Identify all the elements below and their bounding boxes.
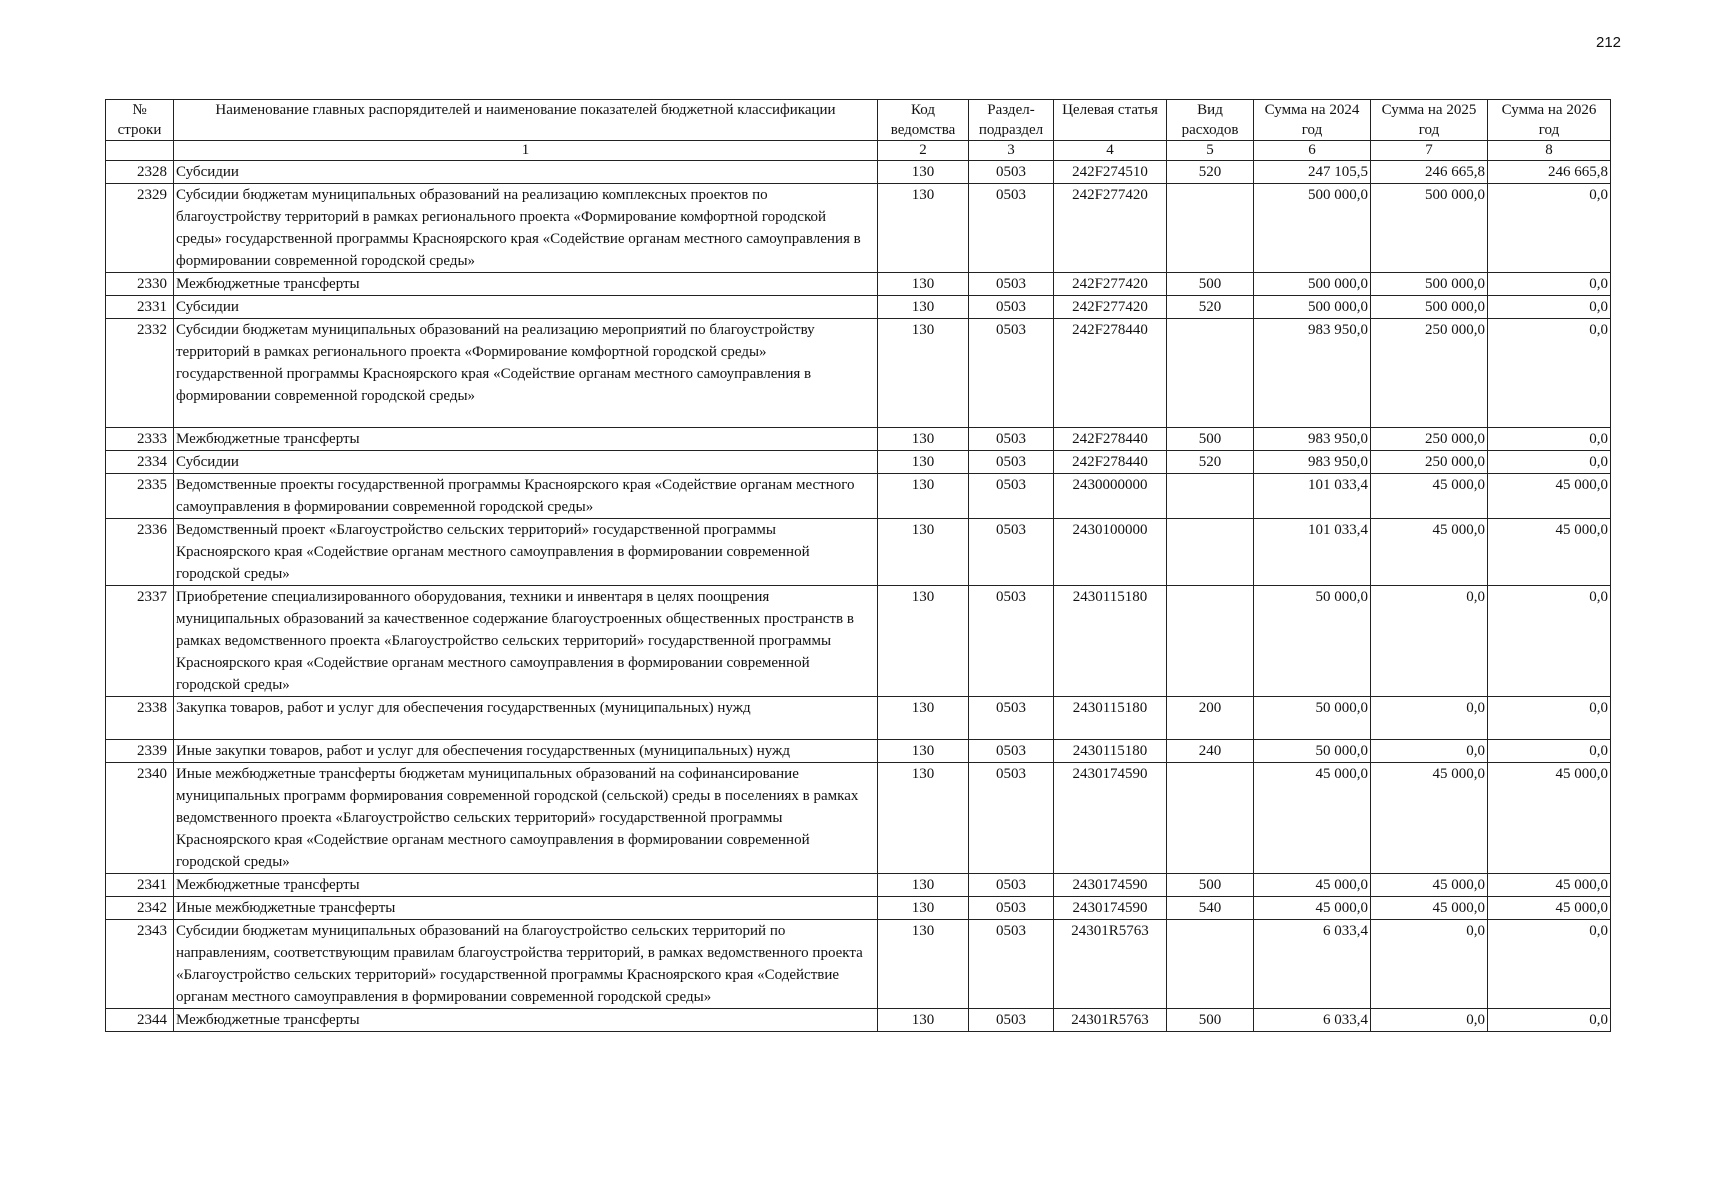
section-cell: 0503 bbox=[969, 161, 1054, 184]
item-name-cell: Ведомственный проект «Благоустройство сельских территорий» государственной программы Красноярского края «Содействие органам местного самоуправления в формировании современной городской среды» bbox=[174, 519, 878, 586]
sum-2025-cell: 250 000,0 bbox=[1371, 451, 1488, 474]
column-number: 6 bbox=[1254, 141, 1371, 161]
column-number: 3 bbox=[969, 141, 1054, 161]
sum-2026-cell: 0,0 bbox=[1488, 319, 1611, 428]
section-cell: 0503 bbox=[969, 740, 1054, 763]
sum-2024-cell: 247 105,5 bbox=[1254, 161, 1371, 184]
row-number-cell: 2334 bbox=[106, 451, 174, 474]
table-body bbox=[106, 161, 1611, 1032]
item-name-cell: Закупка товаров, работ и услуг для обеспечения государственных (муниципальных) нужд bbox=[174, 697, 878, 740]
sum-2025-cell: 0,0 bbox=[1371, 740, 1488, 763]
sum-2024-cell: 50 000,0 bbox=[1254, 740, 1371, 763]
expense-type-cell: 200 bbox=[1167, 697, 1254, 740]
target-item-cell: 2430115180 bbox=[1054, 740, 1167, 763]
section-cell: 0503 bbox=[969, 184, 1054, 273]
department-code-cell: 130 bbox=[878, 740, 969, 763]
sum-2024-cell: 50 000,0 bbox=[1254, 697, 1371, 740]
section-cell: 0503 bbox=[969, 586, 1054, 697]
item-name-cell: Ведомственные проекты государственной программы Красноярского края «Содействие органам местного самоуправления в формировании современной городской среды» bbox=[174, 474, 878, 519]
expense-type-cell bbox=[1167, 519, 1254, 586]
column-number: 1 bbox=[174, 141, 878, 161]
expense-type-cell: 500 bbox=[1167, 1009, 1254, 1032]
target-item-cell: 242F274510 bbox=[1054, 161, 1167, 184]
column-number bbox=[106, 141, 174, 161]
sum-2025-cell: 0,0 bbox=[1371, 697, 1488, 740]
target-item-cell: 24301R5763 bbox=[1054, 920, 1167, 1009]
row-number-cell: 2338 bbox=[106, 697, 174, 740]
expense-type-cell bbox=[1167, 184, 1254, 273]
sum-2024-cell: 45 000,0 bbox=[1254, 897, 1371, 920]
sum-2025-cell: 0,0 bbox=[1371, 1009, 1488, 1032]
item-name-cell: Межбюджетные трансферты bbox=[174, 273, 878, 296]
target-item-cell: 2430174590 bbox=[1054, 763, 1167, 874]
department-code-cell: 130 bbox=[878, 874, 969, 897]
row-number-cell: 2332 bbox=[106, 319, 174, 428]
sum-2026-cell: 0,0 bbox=[1488, 740, 1611, 763]
section-cell: 0503 bbox=[969, 897, 1054, 920]
expense-type-cell bbox=[1167, 319, 1254, 428]
expense-type-cell bbox=[1167, 763, 1254, 874]
row-number-cell: 2333 bbox=[106, 428, 174, 451]
section-cell: 0503 bbox=[969, 920, 1054, 1009]
sum-2026-cell: 0,0 bbox=[1488, 273, 1611, 296]
sum-2026-cell: 0,0 bbox=[1488, 184, 1611, 273]
target-item-cell: 2430115180 bbox=[1054, 697, 1167, 740]
target-item-cell: 242F278440 bbox=[1054, 319, 1167, 428]
target-item-cell: 2430115180 bbox=[1054, 586, 1167, 697]
sum-2026-cell: 45 000,0 bbox=[1488, 763, 1611, 874]
page-number: 212 bbox=[1596, 34, 1622, 51]
header-row bbox=[106, 100, 1611, 141]
sum-2026-cell: 0,0 bbox=[1488, 920, 1611, 1009]
target-item-cell: 242F278440 bbox=[1054, 451, 1167, 474]
sum-2024-cell: 6 033,4 bbox=[1254, 1009, 1371, 1032]
column-number: 2 bbox=[878, 141, 969, 161]
target-item-cell: 2430000000 bbox=[1054, 474, 1167, 519]
header-name: Наименование главных распорядителей и наименование показателей бюджетной классификации bbox=[174, 100, 878, 141]
expense-type-cell: 520 bbox=[1167, 296, 1254, 319]
table-row bbox=[106, 897, 1611, 920]
sum-2025-cell: 45 000,0 bbox=[1371, 874, 1488, 897]
item-name-cell: Субсидии bbox=[174, 296, 878, 319]
target-item-cell: 24301R5763 bbox=[1054, 1009, 1167, 1032]
header-row-number: № строки bbox=[106, 100, 174, 141]
table-row bbox=[106, 697, 1611, 740]
target-item-cell: 2430174590 bbox=[1054, 897, 1167, 920]
sum-2025-cell: 45 000,0 bbox=[1371, 519, 1488, 586]
department-code-cell: 130 bbox=[878, 897, 969, 920]
target-item-cell: 2430100000 bbox=[1054, 519, 1167, 586]
row-number-cell: 2337 bbox=[106, 586, 174, 697]
sum-2026-cell: 45 000,0 bbox=[1488, 474, 1611, 519]
column-number: 4 bbox=[1054, 141, 1167, 161]
sum-2025-cell: 250 000,0 bbox=[1371, 428, 1488, 451]
header-expense-type: Вид расходов bbox=[1167, 100, 1254, 141]
sum-2025-cell: 500 000,0 bbox=[1371, 296, 1488, 319]
sum-2025-cell: 500 000,0 bbox=[1371, 273, 1488, 296]
table-row bbox=[106, 319, 1611, 428]
section-cell: 0503 bbox=[969, 296, 1054, 319]
table-row bbox=[106, 474, 1611, 519]
table-row bbox=[106, 273, 1611, 296]
sum-2025-cell: 45 000,0 bbox=[1371, 474, 1488, 519]
expense-type-cell bbox=[1167, 586, 1254, 697]
header-department-code: Код ведомства bbox=[878, 100, 969, 141]
table-row bbox=[106, 763, 1611, 874]
target-item-cell: 242F277420 bbox=[1054, 184, 1167, 273]
table-row bbox=[106, 451, 1611, 474]
row-number-cell: 2339 bbox=[106, 740, 174, 763]
target-item-cell: 242F278440 bbox=[1054, 428, 1167, 451]
sum-2024-cell: 500 000,0 bbox=[1254, 296, 1371, 319]
row-number-cell: 2341 bbox=[106, 874, 174, 897]
expense-type-cell: 500 bbox=[1167, 273, 1254, 296]
expense-type-cell bbox=[1167, 920, 1254, 1009]
table-row bbox=[106, 519, 1611, 586]
sum-2026-cell: 0,0 bbox=[1488, 586, 1611, 697]
item-name-cell: Иные межбюджетные трансферты bbox=[174, 897, 878, 920]
row-number-cell: 2331 bbox=[106, 296, 174, 319]
sum-2025-cell: 250 000,0 bbox=[1371, 319, 1488, 428]
sum-2025-cell: 246 665,8 bbox=[1371, 161, 1488, 184]
header-section: Раздел-подраздел bbox=[969, 100, 1054, 141]
table-row bbox=[106, 920, 1611, 1009]
sum-2024-cell: 983 950,0 bbox=[1254, 319, 1371, 428]
expense-type-cell: 540 bbox=[1167, 897, 1254, 920]
department-code-cell: 130 bbox=[878, 319, 969, 428]
item-name-cell: Субсидии бюджетам муниципальных образований на реализацию мероприятий по благоустройству территорий в рамках регионального проекта «Формирование комфортной городской среды» государственной программы Красноярского края «Содействие органам местного самоуправления в формировании современной городской среды» bbox=[174, 319, 878, 428]
target-item-cell: 242F277420 bbox=[1054, 273, 1167, 296]
sum-2025-cell: 45 000,0 bbox=[1371, 763, 1488, 874]
department-code-cell: 130 bbox=[878, 763, 969, 874]
department-code-cell: 130 bbox=[878, 451, 969, 474]
expense-type-cell: 240 bbox=[1167, 740, 1254, 763]
department-code-cell: 130 bbox=[878, 428, 969, 451]
section-cell: 0503 bbox=[969, 874, 1054, 897]
table-row bbox=[106, 296, 1611, 319]
sum-2025-cell: 0,0 bbox=[1371, 586, 1488, 697]
department-code-cell: 130 bbox=[878, 697, 969, 740]
row-number-cell: 2343 bbox=[106, 920, 174, 1009]
section-cell: 0503 bbox=[969, 319, 1054, 428]
sum-2024-cell: 6 033,4 bbox=[1254, 920, 1371, 1009]
row-number-cell: 2329 bbox=[106, 184, 174, 273]
table-row bbox=[106, 161, 1611, 184]
sum-2026-cell: 0,0 bbox=[1488, 451, 1611, 474]
sum-2024-cell: 101 033,4 bbox=[1254, 474, 1371, 519]
sum-2024-cell: 45 000,0 bbox=[1254, 874, 1371, 897]
department-code-cell: 130 bbox=[878, 296, 969, 319]
department-code-cell: 130 bbox=[878, 184, 969, 273]
table-row bbox=[106, 428, 1611, 451]
sum-2026-cell: 0,0 bbox=[1488, 428, 1611, 451]
column-number: 8 bbox=[1488, 141, 1611, 161]
expense-type-cell bbox=[1167, 474, 1254, 519]
section-cell: 0503 bbox=[969, 273, 1054, 296]
expense-type-cell: 500 bbox=[1167, 874, 1254, 897]
column-number: 7 bbox=[1371, 141, 1488, 161]
department-code-cell: 130 bbox=[878, 586, 969, 697]
table-row bbox=[106, 586, 1611, 697]
department-code-cell: 130 bbox=[878, 519, 969, 586]
sum-2026-cell: 45 000,0 bbox=[1488, 897, 1611, 920]
column-number: 5 bbox=[1167, 141, 1254, 161]
sum-2026-cell: 246 665,8 bbox=[1488, 161, 1611, 184]
sum-2026-cell: 0,0 bbox=[1488, 697, 1611, 740]
expense-type-cell: 500 bbox=[1167, 428, 1254, 451]
item-name-cell: Межбюджетные трансферты bbox=[174, 874, 878, 897]
budget-table bbox=[105, 99, 1611, 1032]
sum-2024-cell: 101 033,4 bbox=[1254, 519, 1371, 586]
row-number-cell: 2330 bbox=[106, 273, 174, 296]
item-name-cell: Субсидии bbox=[174, 451, 878, 474]
sum-2026-cell: 45 000,0 bbox=[1488, 519, 1611, 586]
table-row bbox=[106, 740, 1611, 763]
target-item-cell: 242F277420 bbox=[1054, 296, 1167, 319]
sum-2024-cell: 983 950,0 bbox=[1254, 451, 1371, 474]
item-name-cell: Субсидии бюджетам муниципальных образований на реализацию комплексных проектов по благоустройству территорий в рамках регионального проекта «Формирование комфортной городской среды» государственной программы Красноярского края «Содействие органам местного самоуправления в формировании современной городской среды» bbox=[174, 184, 878, 273]
sum-2025-cell: 500 000,0 bbox=[1371, 184, 1488, 273]
department-code-cell: 130 bbox=[878, 161, 969, 184]
row-number-cell: 2340 bbox=[106, 763, 174, 874]
row-number-cell: 2328 bbox=[106, 161, 174, 184]
section-cell: 0503 bbox=[969, 697, 1054, 740]
department-code-cell: 130 bbox=[878, 474, 969, 519]
expense-type-cell: 520 bbox=[1167, 161, 1254, 184]
section-cell: 0503 bbox=[969, 1009, 1054, 1032]
header-target-item: Целевая статья bbox=[1054, 100, 1167, 141]
sum-2024-cell: 500 000,0 bbox=[1254, 184, 1371, 273]
section-cell: 0503 bbox=[969, 519, 1054, 586]
item-name-cell: Межбюджетные трансферты bbox=[174, 428, 878, 451]
row-number-cell: 2344 bbox=[106, 1009, 174, 1032]
section-cell: 0503 bbox=[969, 428, 1054, 451]
column-number-row bbox=[106, 141, 1611, 161]
row-number-cell: 2335 bbox=[106, 474, 174, 519]
sum-2026-cell: 0,0 bbox=[1488, 296, 1611, 319]
section-cell: 0503 bbox=[969, 763, 1054, 874]
section-cell: 0503 bbox=[969, 474, 1054, 519]
sum-2024-cell: 45 000,0 bbox=[1254, 763, 1371, 874]
item-name-cell: Межбюджетные трансферты bbox=[174, 1009, 878, 1032]
sum-2025-cell: 0,0 bbox=[1371, 920, 1488, 1009]
sum-2024-cell: 983 950,0 bbox=[1254, 428, 1371, 451]
target-item-cell: 2430174590 bbox=[1054, 874, 1167, 897]
header-sum-2026: Сумма на 2026 год bbox=[1488, 100, 1611, 141]
item-name-cell: Приобретение специализированного оборудования, техники и инвентаря в целях поощрения муниципальных образований за качественное содержание благоустроенных общественных пространств в рамках ведомственного проекта «Благоустройство сельских территорий» государственной программы Красноярского края «Содействие органам местного самоуправления в формировании современной городской среды» bbox=[174, 586, 878, 697]
row-number-cell: 2336 bbox=[106, 519, 174, 586]
row-number-cell: 2342 bbox=[106, 897, 174, 920]
sum-2024-cell: 50 000,0 bbox=[1254, 586, 1371, 697]
item-name-cell: Субсидии бюджетам муниципальных образований на благоустройство сельских территорий по направлениям, соответствующим правилам благоустройства территорий, в рамках ведомственного проекта «Благоустройство сельских территорий» государственной программы Красноярского края «Содействие органам местного самоуправления в формировании современной городской среды» bbox=[174, 920, 878, 1009]
item-name-cell: Иные закупки товаров, работ и услуг для обеспечения государственных (муниципальных) нужд bbox=[174, 740, 878, 763]
table-row bbox=[106, 184, 1611, 273]
department-code-cell: 130 bbox=[878, 920, 969, 1009]
header-sum-2024: Сумма на 2024 год bbox=[1254, 100, 1371, 141]
table-row bbox=[106, 874, 1611, 897]
department-code-cell: 130 bbox=[878, 1009, 969, 1032]
item-name-cell: Иные межбюджетные трансферты бюджетам муниципальных образований на софинансирование муниципальных программ формирования современной городской (сельской) среды в поселениях в рамках ведомственного проекта «Благоустройство сельских территорий» государственной программы Красноярского края «Содействие органам местного самоуправления в формировании современной городской среды» bbox=[174, 763, 878, 874]
header-sum-2025: Сумма на 2025 год bbox=[1371, 100, 1488, 141]
sum-2024-cell: 500 000,0 bbox=[1254, 273, 1371, 296]
section-cell: 0503 bbox=[969, 451, 1054, 474]
sum-2026-cell: 0,0 bbox=[1488, 1009, 1611, 1032]
table-row bbox=[106, 1009, 1611, 1032]
sum-2025-cell: 45 000,0 bbox=[1371, 897, 1488, 920]
sum-2026-cell: 45 000,0 bbox=[1488, 874, 1611, 897]
department-code-cell: 130 bbox=[878, 273, 969, 296]
expense-type-cell: 520 bbox=[1167, 451, 1254, 474]
item-name-cell: Субсидии bbox=[174, 161, 878, 184]
